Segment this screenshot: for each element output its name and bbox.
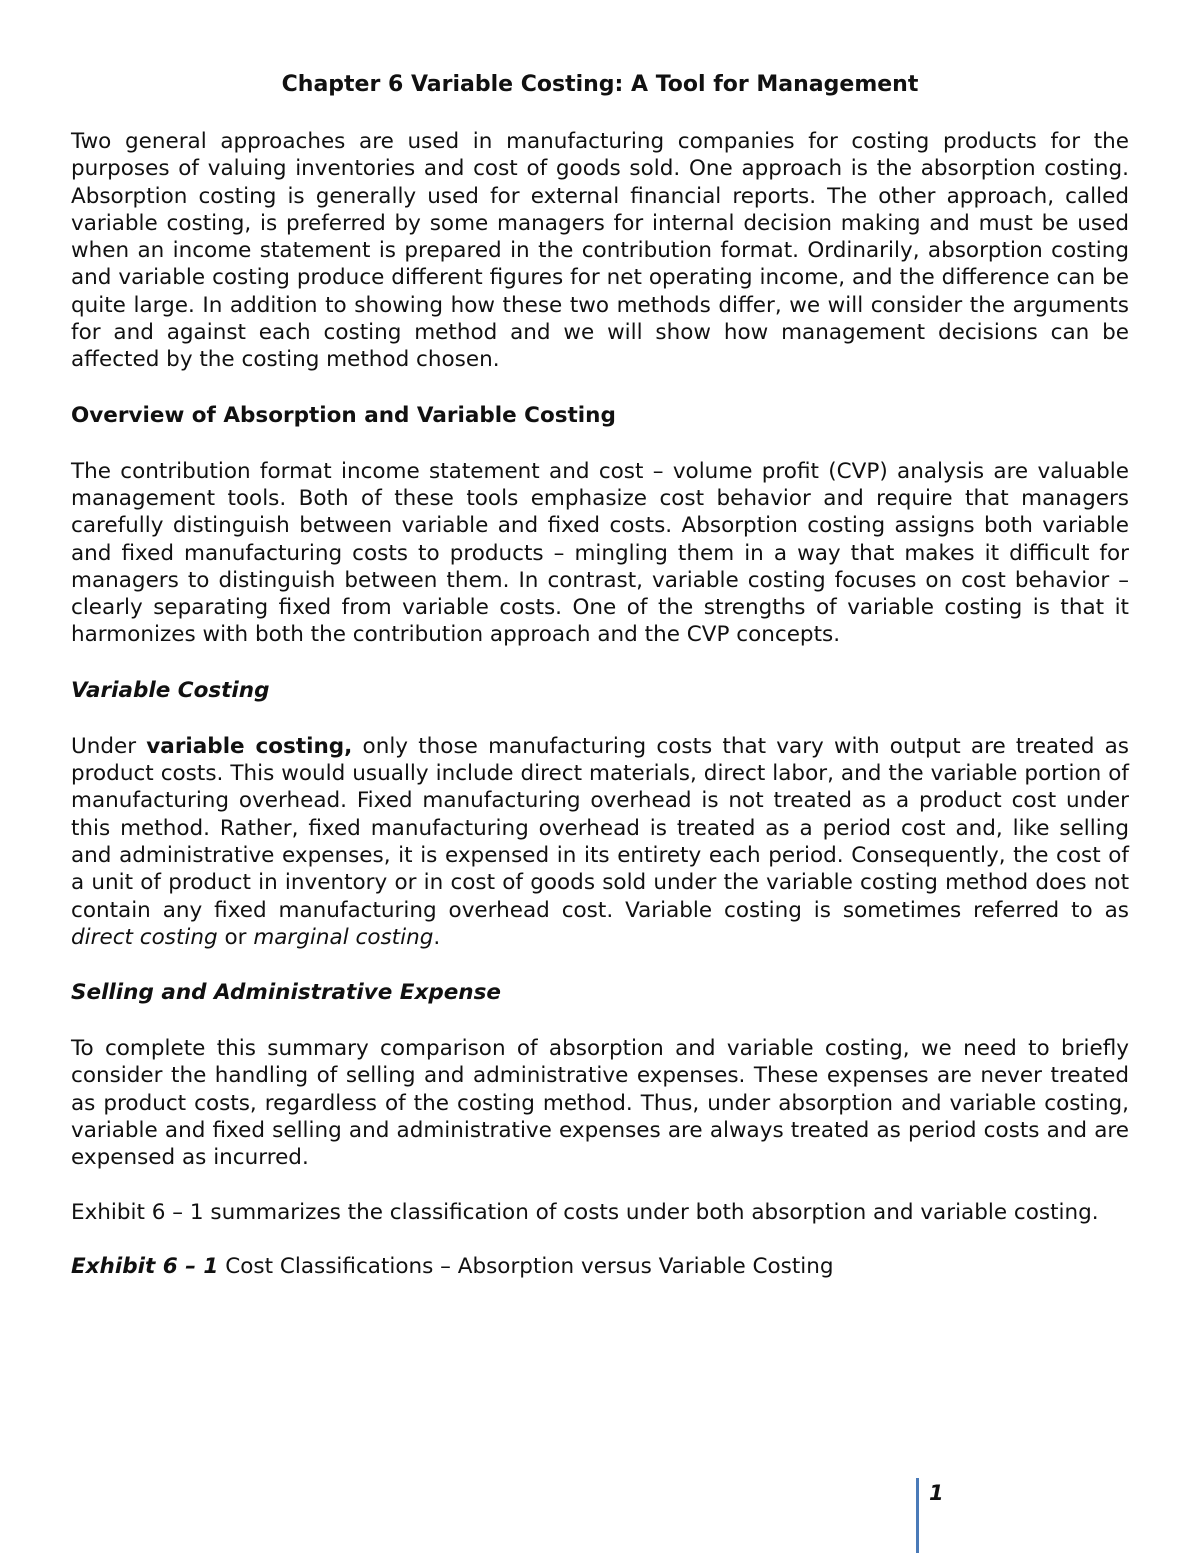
direct-costing-term: direct costing: [71, 924, 218, 950]
selling-admin-heading: Selling and Administrative Expense: [71, 980, 501, 1006]
marginal-costing-term: marginal costing: [253, 924, 434, 950]
exhibit-caption-text: Cost Classifications – Absorption versus Variable Costing: [218, 1253, 834, 1279]
chapter-title: Chapter 6 Variable Costing: A Tool for Management: [281, 72, 919, 97]
variable-costing-paragraph: [71, 733, 1129, 951]
page-number: 1: [929, 1481, 944, 1505]
term-connector: or: [217, 924, 254, 950]
document-page: [71, 70, 1129, 1280]
exhibit-label: Exhibit 6 – 1: [71, 1253, 219, 1279]
variable-costing-term: variable costing,: [146, 733, 353, 759]
exhibit-caption: [71, 1253, 1129, 1280]
page-number-rule: [916, 1478, 919, 1553]
overview-paragraph: The contribution format income statement and cost – volume profit (CVP) analysis are valuable management tools. Both of these tools emphasize cost behavior and require that managers carefully distinguish between variable and fixed costs. Absorption costing assigns both variable and fixed manufacturing costs to products – mingling them in a way that makes it difficult for managers to distinguish between them. In contrast, variable costing focuses on cost behavior – clearly separating fixed from variable costs. One of the strengths of variable costing is that it harmonizes with both the contribution approach and the CVP concepts.: [71, 458, 1129, 648]
variable-costing-body: only those manufacturing costs that vary with output are treated as product costs. This would usually include direct materials, direct labor, and the variable portion of manufacturing overhead. Fixed manufacturing overhead is not treated as a product cost under this method. Rather, fixed manufacturing overhead is treated as a period cost and, like selling and administrative expenses, it is expensed in its entirety each period. Consequently, the cost of a unit of product in inventory or in cost of goods sold under the variable costing method does not contain any fixed manufacturing overhead cost. Variable costing is sometimes referred to as: [71, 733, 1130, 923]
intro-paragraph: Two general approaches are used in manufacturing companies for costing products for the purposes of valuing inventories and cost of goods sold. One approach is the absorption costing. Absorption costing is generally used for external financial reports. The other approach, called variable costing, is preferred by some managers for internal decision making and must be used when an income statement is prepared in the contribution format. Ordinarily, absorption costing and variable costing produce different figures for net operating income, and the difference can be quite large. In addition to showing how these two methods differ, we will consider the arguments for and against each costing method and we will show how management decisions can be affected by the costing method chosen.: [71, 129, 1129, 373]
variable-costing-end: .: [433, 924, 441, 950]
variable-costing-lead-in: Under: [71, 733, 147, 759]
exhibit-intro-paragraph: Exhibit 6 – 1 summarizes the classification of costs under both absorption and variable costing.: [71, 1199, 1099, 1225]
overview-heading: Overview of Absorption and Variable Costing: [71, 402, 616, 428]
selling-admin-paragraph: To complete this summary comparison of absorption and variable costing, we need to briefly consider the handling of selling and administrative expenses. These expenses are never treated as product costs, regardless of the costing method. Thus, under absorption and variable costing, variable and fixed selling and administrative expenses are always treated as period costs and are expensed as incurred.: [71, 1036, 1129, 1171]
variable-costing-heading: Variable Costing: [71, 677, 270, 703]
